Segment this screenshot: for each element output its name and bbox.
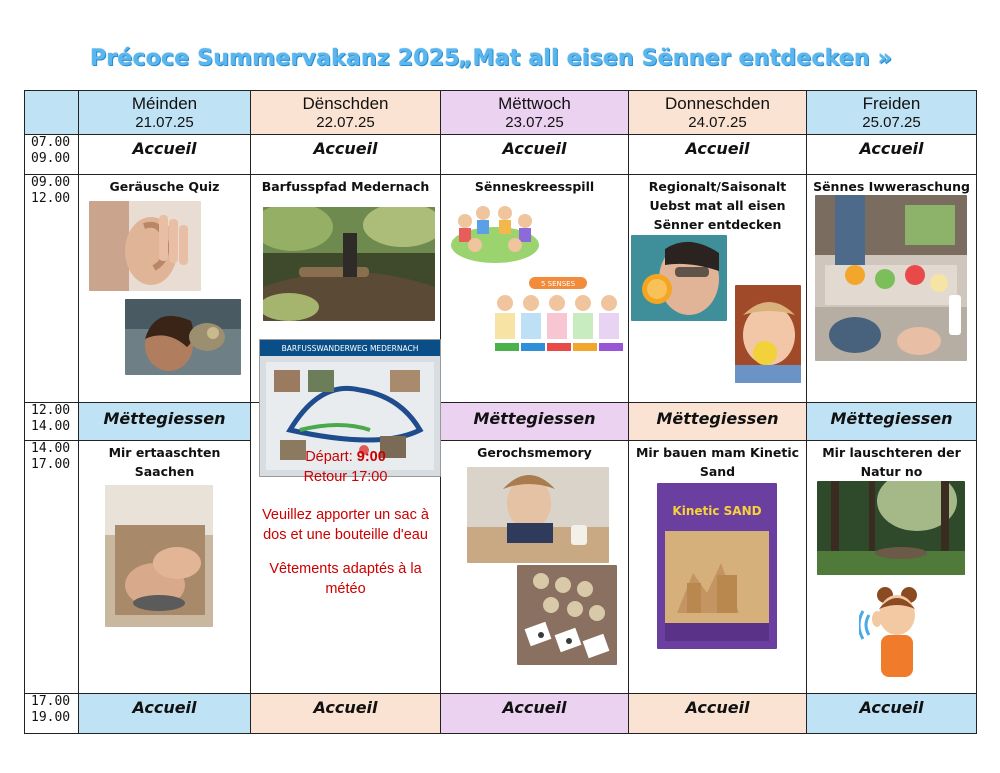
day-date: 23.07.25 xyxy=(505,114,564,131)
time-cell xyxy=(25,175,79,403)
page-title xyxy=(0,46,1000,80)
day-name: Méinden xyxy=(131,94,198,113)
lunch-label: Mëttegiessen xyxy=(103,409,226,428)
day-name: Donneschden xyxy=(665,94,770,113)
trip-bring-note: Veuillez apporter un sac à dos et une bouteille d'eau xyxy=(262,507,429,543)
accueil-cell xyxy=(807,694,977,734)
lunch-cell xyxy=(629,403,807,441)
activity-cell-wednesday-morning xyxy=(441,175,629,403)
smelling-orange-photo xyxy=(631,235,727,321)
activity-title: Mir lauschteren der Natur no xyxy=(822,445,961,480)
activity-title: Gerochsmemory xyxy=(477,445,592,461)
activity-title: Geräusche Quiz xyxy=(109,179,220,194)
kids-circle-illustration xyxy=(445,199,545,269)
day-name: Dënschden xyxy=(302,94,389,113)
ear-photo xyxy=(89,201,201,291)
accueil-cell xyxy=(629,694,807,734)
trip-clothes-note: Vêtements adaptés à la météo xyxy=(269,561,422,597)
day-name: Freiden xyxy=(862,94,921,113)
child-eating-fruit-photo xyxy=(735,285,801,383)
row-evening-welcome xyxy=(25,694,977,734)
map-title: BARFUSSWANDERWEG MEDERNACH xyxy=(281,344,419,353)
activity-cell-thursday-morning xyxy=(629,175,807,403)
header-row xyxy=(25,91,977,135)
five-senses-illustration xyxy=(491,275,625,357)
accueil-label: Accueil xyxy=(313,139,378,158)
day-header-monday xyxy=(79,91,251,135)
trip-info xyxy=(251,447,440,599)
corner-cell xyxy=(25,91,79,135)
day-date: 22.07.25 xyxy=(316,114,375,131)
activity-title: Barfusspfad Medernach xyxy=(261,179,430,194)
accueil-label: Accueil xyxy=(132,698,197,717)
accueil-label: Accueil xyxy=(313,698,378,717)
five-senses-label: 5 SENSES xyxy=(540,280,576,288)
title-left: Précoce Summervakanz 2025 xyxy=(90,46,460,71)
kinetic-brand: Kinetic SAND xyxy=(672,504,762,519)
time-label: 14.00 17.00 xyxy=(31,441,71,473)
activity-cell-friday-afternoon xyxy=(807,441,977,694)
day-header-friday xyxy=(807,91,977,135)
girl-listening-illustration xyxy=(859,585,929,681)
lunch-cell xyxy=(807,403,977,441)
activity-cell-thursday-afternoon xyxy=(629,441,807,694)
time-cell xyxy=(25,135,79,175)
accueil-cell xyxy=(441,694,629,734)
depart-label: Départ: xyxy=(305,449,357,465)
accueil-label: Accueil xyxy=(685,698,750,717)
lunch-label: Mëttegiessen xyxy=(656,409,779,428)
accueil-cell xyxy=(251,694,441,734)
accueil-label: Accueil xyxy=(685,139,750,158)
lunch-label: Mëttegiessen xyxy=(830,409,953,428)
day-header-tuesday xyxy=(251,91,441,135)
activity-cell-tuesday-morning xyxy=(251,175,441,403)
accueil-cell xyxy=(79,135,251,175)
accueil-label: Accueil xyxy=(859,698,924,717)
touch-box-photo xyxy=(105,485,213,627)
trip-return: Retour 17:00 xyxy=(303,469,388,485)
activity-title: Sënneskreesspill xyxy=(474,179,595,194)
time-label: 07.00 09.00 xyxy=(31,135,71,166)
kinetic-sand-box-photo xyxy=(657,483,777,649)
activity-title: Regionalt/Saisonalt Uebst mat all eisen Sënner entdecken xyxy=(648,179,787,232)
activity-title: Sënnes Iwweraschung xyxy=(813,179,970,194)
day-date: 21.07.25 xyxy=(135,114,194,131)
time-label: 17.00 19.00 xyxy=(31,694,71,725)
activity-cell-wednesday-afternoon xyxy=(441,441,629,694)
time-label: 12.00 14.00 xyxy=(31,403,71,434)
lunch-cell xyxy=(79,403,251,441)
lunch-label: Mëttegiessen xyxy=(473,409,596,428)
forest-rest-photo xyxy=(817,481,965,575)
activity-cell-friday-morning xyxy=(807,175,977,403)
day-header-thursday xyxy=(629,91,807,135)
accueil-cell xyxy=(251,135,441,175)
title-right: „Mat all eisen Sënner entdecken » xyxy=(458,46,893,71)
tuesday-trip-cell xyxy=(251,403,441,694)
accueil-label: Accueil xyxy=(502,139,567,158)
accueil-cell xyxy=(807,135,977,175)
time-cell xyxy=(25,441,79,694)
trip-depart xyxy=(251,447,440,467)
day-date: 25.07.25 xyxy=(862,114,921,131)
weekly-schedule-table xyxy=(24,90,977,734)
row-afternoon-activities xyxy=(25,441,977,694)
row-lunch xyxy=(25,403,977,441)
accueil-label: Accueil xyxy=(859,139,924,158)
sensory-tables-photo xyxy=(815,195,967,361)
accueil-label: Accueil xyxy=(502,698,567,717)
day-name: Mëttwoch xyxy=(498,94,571,113)
forest-path-photo xyxy=(263,207,435,321)
depart-time: 9:00 xyxy=(356,449,386,465)
activity-title: Mir bauen mam Kinetic Sand xyxy=(635,445,800,480)
accueil-cell xyxy=(79,694,251,734)
day-date: 24.07.25 xyxy=(688,114,747,131)
smell-memory-photo xyxy=(467,467,609,563)
lunch-cell xyxy=(441,403,629,441)
activity-title: Mir ertaaschten Saachen xyxy=(108,445,221,480)
day-header-wednesday xyxy=(441,91,629,135)
activity-cell-monday-morning xyxy=(79,175,251,403)
row-morning-welcome xyxy=(25,135,977,175)
time-label: 09.00 12.00 xyxy=(31,175,71,206)
smell-jars-photo xyxy=(517,565,617,665)
accueil-cell xyxy=(629,135,807,175)
time-cell xyxy=(25,403,79,441)
accueil-cell xyxy=(441,135,629,175)
girl-listening-photo xyxy=(125,299,241,375)
time-cell xyxy=(25,694,79,734)
activity-cell-monday-afternoon xyxy=(79,441,251,694)
accueil-label: Accueil xyxy=(132,139,197,158)
row-morning-activities xyxy=(25,175,977,403)
